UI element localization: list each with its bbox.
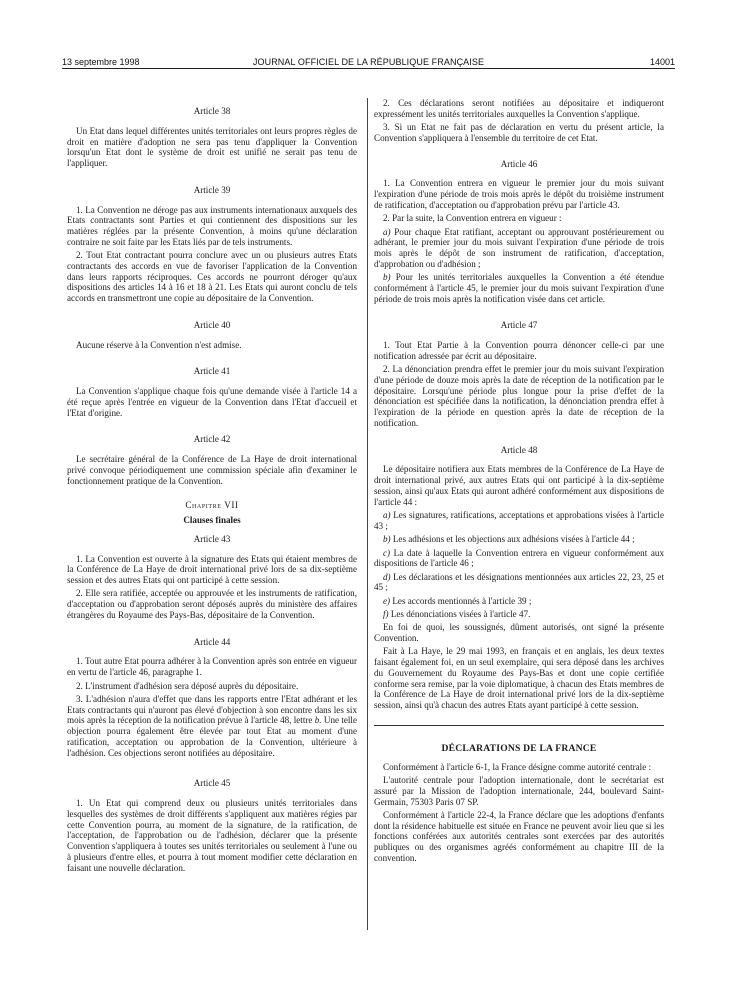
declarations-rule	[374, 725, 664, 726]
article-40-title: Article 40	[193, 319, 231, 330]
article-45-paragraph-3: 3. Si un Etat ne fait pas de déclaration en vertu du présent article, la Convention s'appliquera à l'ensemble du territoire de cet Etat.	[374, 122, 664, 143]
article-48-item-e-text: Les accords mentionnés à l'article 39 ;	[390, 595, 532, 606]
article-48-item-a-text: Les signatures, ratifications, acceptations et approbations visées à l'article 43 ;	[374, 510, 664, 531]
article-48-item-f	[374, 609, 664, 620]
article-38-title: Article 38	[193, 106, 231, 116]
page-number: 14001	[649, 57, 675, 67]
journal-title: JOURNAL OFFICIEL DE LA RÉPUBLIQUE FRANÇAISE	[252, 57, 485, 67]
article-48-paragraph-3: Fait à La Haye, le 29 mai 1993, en français et en anglais, les deux textes faisant également foi, en un seul exemplaire, qui sera déposé dans les archives du Gouvernement du Royaume des Pays-Bas et dont une copie certifiée conforme sera remise, par la voie diplomatique, à chacun des Etats membres de la Conférence de La Haye de droit international privé lors de la dix-septième session, ainsi qu'à chacun des autres Etats ayant participé à cette session.	[374, 646, 664, 711]
article-48-item-e	[374, 596, 664, 607]
article-48-paragraph-1: Le dépositaire notifiera aux Etats membres de la Conférence de La Haye de droit international privé, aux autres Etats qui ont participé à la dix-septième session, ainsi qu'aux Etats qui auront adhéré conformément aux dispositions de l'article 44 :	[374, 464, 664, 507]
article-44-p3-letter: b.	[314, 715, 322, 726]
section-heading: Clauses finales	[183, 515, 241, 526]
article-46-paragraph-2: 2. Par la suite, la Convention entrera en vigueur :	[383, 213, 562, 224]
article-48-item-d-letter: d)	[383, 571, 391, 582]
article-47-paragraph-1: 1. Tout Etat Partie à la Convention pourra dénoncer celle-ci par une notification adressée par écrit au dépositaire.	[374, 340, 664, 361]
article-48-item-b-letter: b)	[383, 534, 391, 545]
article-48-item-b-text: Les adhésions et les objections aux adhésions visées à l'article 44 ;	[390, 534, 635, 545]
declarations-paragraph-1: Conformément à l'article 6-1, la France désigne comme autorité centrale :	[383, 761, 652, 772]
article-48-item-f-text: Les dénonciations visées à l'article 47.	[388, 609, 531, 620]
chapter-label: Chapitre VII	[185, 500, 239, 511]
column-divider	[367, 98, 368, 930]
article-48-title: Article 48	[500, 444, 538, 455]
article-48-item-c	[374, 548, 664, 570]
declarations-paragraph-2: L'autorité centrale pour l'adoption internationale, dont le secrétariat est assuré par la Mission de l'adoption internationale, 244, boulevard Saint-Germain, 75303 Paris 07 SP.	[374, 775, 664, 807]
article-47-title: Article 47	[500, 320, 538, 331]
article-46-item-b	[374, 272, 664, 304]
article-46-item-a	[374, 227, 664, 270]
article-44-paragraph-3	[67, 694, 357, 759]
article-48-item-d	[374, 572, 664, 594]
article-41-paragraph: La Convention s'applique chaque fois qu'une demande visée à l'article 14 a été reçue après l'entrée en vigueur de la Convention dans l'Etat d'accueil et l'Etat d'origine.	[67, 386, 357, 418]
article-46-item-a-letter: a)	[383, 226, 391, 237]
article-48-item-d-text: Les déclarations et les désignations mentionnées aux articles 22, 23, 25 et 45 ;	[374, 571, 664, 593]
article-46-paragraph-1: 1. La Convention entrera en vigueur le premier jour du mois suivant l'expiration d'une période de trois mois après le dépôt du troisième instrument de ratification, d'acceptation ou d'approbation prévu par l'article 43.	[374, 178, 664, 210]
article-44-p3-text-b: Une telle objection pourra également être élevée par tout Etat au moment d'une ratification, acceptation ou approbation de la Convention, ultérieure à l'adhésion. Ces objections seront notifiées au dépositaire.	[67, 715, 357, 758]
article-42-paragraph: Le secrétaire général de la Conférence de La Haye de droit international privé convoque périodiquement une commission spéciale afin d'examiner le fonctionnement pratique de la Convention.	[67, 454, 357, 486]
article-39-paragraph-1: 1. La Convention ne déroge pas aux instruments internationaux auxquels des Etats contractants sont Parties et qui contiennent des dispositions sur les matières réglées par la présente Convention, à moins qu'une déclaration contraire ne soit faite par les Etats liés par de tels instruments.	[67, 204, 357, 247]
article-40-paragraph: Aucune réserve à la Convention n'est admise.	[76, 339, 242, 350]
article-44-title: Article 44	[193, 636, 231, 647]
article-44-paragraph-1: 1. Tout autre Etat pourra adhérer à la Convention après son entrée en vigueur en vertu de l'article 46, paragraphe 1.	[67, 656, 357, 678]
article-43-paragraph-2: 2. Elle sera ratifiée, acceptée ou approuvée et les instruments de ratification, d'acceptation ou d'approbation seront déposés auprès du ministère des affaires étrangères du Royaume des Pays-Bas, dépositaire de la Convention.	[67, 588, 357, 620]
article-45-paragraph-1: 1. Un Etat qui comprend deux ou plusieurs unités territoriales dans lesquelles des systèmes de droit différents s'appliquent aux matières régies par cette Convention pourra, au moment de la signature, de la ratification, de l'acceptation, de l'approbation ou de l'adhésion, déclarer que la présente Convention s'appliquera à toutes ses unités territoriales ou seulement à l'une ou à plusieurs d'entre elles, et pourra à tout moment modifier cette déclaration en faisant une nouvelle déclaration.	[67, 798, 357, 873]
article-42-title: Article 42	[193, 434, 231, 445]
article-39-title: Article 39	[193, 184, 231, 195]
chapter-heading	[67, 500, 357, 511]
article-46-item-b-letter: b)	[383, 272, 391, 283]
article-48-item-b	[374, 534, 664, 545]
declarations-paragraph-3: Conformément à l'article 22-4, la France déclare que les adoptions d'enfants dont la résidence habituelle est située en France ne peuvent avoir lieu que si les fonctions conférées aux autorités centrales sont exercées par des autorités publiques ou des organismes agréés conformément au chapitre III de la convention.	[374, 809, 664, 863]
article-44-paragraph-2: 2. L'instrument d'adhésion sera déposé auprès du dépositaire.	[76, 680, 299, 691]
article-48-item-c-letter: c)	[383, 547, 391, 558]
article-46-item-b-text: Pour les unités territoriales auxquelles la Convention a été étendue conformément à l'article 45, le premier jour du mois suivant l'expiration d'une période de trois mois après la notification visée dans cet article.	[374, 272, 664, 304]
page-header	[62, 52, 675, 68]
article-39-paragraph-2: 2. Tout Etat contractant pourra conclure avec un ou plusieurs autres Etats contractants des accords en vue de favoriser l'application de la Convention dans leurs rapports réciproques. Ces accords ne pourront déroger qu'aux dispositions des articles 14 à 16 et 18 à 21. Les Etats qui auront conclu de tels accords en transmettront une copie au dépositaire de la Convention.	[67, 250, 357, 304]
article-48-item-c-text: La date à laquelle la Convention entrera en vigueur conformément aux dispositions de l'article 46 ;	[374, 547, 664, 569]
article-48-paragraph-2: En foi de quoi, les soussignés, dûment autorisés, ont signé la présente Convention.	[374, 622, 664, 644]
article-48-item-a	[374, 510, 664, 532]
article-45-paragraph-2: 2. Ces déclarations seront notifiées au dépositaire et indiqueront expressément les unités territoriales auxquelles la Convention s'applique.	[374, 98, 664, 119]
article-43-title: Article 43	[193, 533, 231, 544]
article-47-paragraph-2: 2. La dénonciation prendra effet le premier jour du mois suivant l'expiration d'une période de douze mois après la date de réception de la notification par le dépositaire. Lorsqu'une période plus longue pour la prise d'effet de la dénonciation est spécifiée dans la notification, la dénonciation prendra effet à l'expiration de la période en question après la date de réception de la notification.	[374, 364, 664, 428]
header-rule	[62, 68, 675, 69]
article-38-paragraph: Un Etat dans lequel différentes unités territoriales ont leurs propres règles de droit en matière d'adoption ne sera pas tenu d'appliquer la Convention lorsqu'un Etat dont le système de droit est unifié ne serait pas tenu de l'appliquer.	[67, 125, 357, 168]
article-41-title: Article 41	[193, 366, 231, 377]
article-48-item-e-letter: e)	[383, 595, 391, 606]
article-48-item-f-letter: f)	[383, 609, 389, 620]
declarations-heading: DÉCLARATIONS DE LA FRANCE	[441, 742, 597, 754]
article-43-paragraph-1: 1. La Convention est ouverte à la signature des Etats qui étaient membres de la Conférence de La Haye de droit international privé lors de sa dix-septième session et des autres Etats qui ont participé à cette session.	[67, 553, 357, 586]
article-45-title: Article 45	[193, 778, 231, 789]
article-48-item-a-letter: a)	[383, 510, 391, 521]
right-column	[374, 98, 664, 864]
article-44-p3-text-a: 3. L'adhésion n'aura d'effet que dans les rapports entre l'Etat adhérant et les Etats contractants qui n'auront pas élevé d'objection à son encontre dans les six mois après la réception de la notification prévue à l'article 48, lettre	[67, 693, 357, 726]
article-46-item-a-text: Pour chaque Etat ratifiant, acceptant ou approuvant postérieurement ou adhérant, le premier jour du mois suivant l'expiration d'une période de trois mois après le dépôt de son instrument de ratification, d'acceptation, d'approbation ou d'adhésion ;	[374, 226, 664, 269]
article-46-title: Article 46	[500, 158, 538, 169]
left-column	[67, 98, 357, 873]
publication-date: 13 septembre 1998	[62, 57, 140, 67]
